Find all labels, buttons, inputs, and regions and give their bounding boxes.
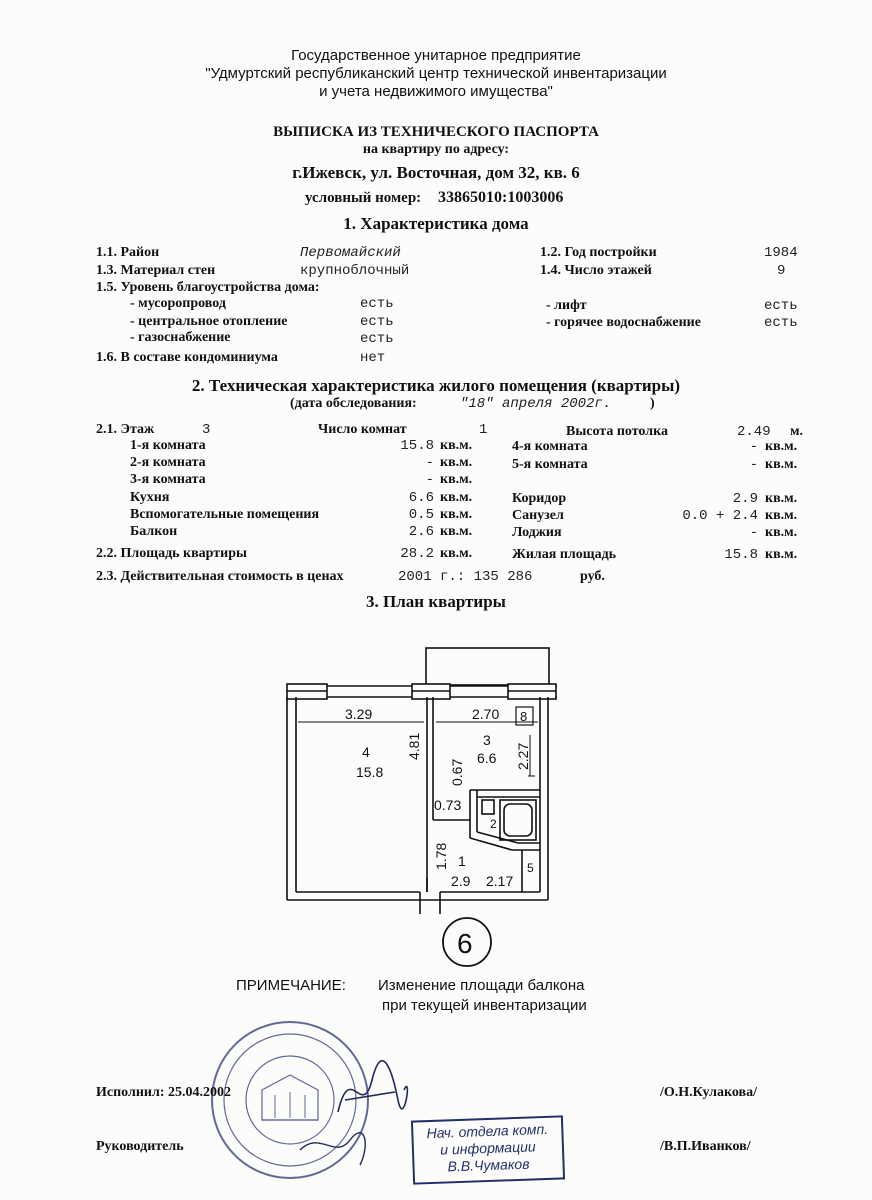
- room2-label: 2-я комната: [130, 455, 206, 470]
- plan-dim-29: 2.9: [451, 873, 471, 889]
- doc-subtitle: на квартиру по адресу:: [362, 142, 510, 157]
- stamp-line-3: В.В.Чумаков: [447, 1155, 530, 1175]
- amenities-label: 1.5. Уровень благоустройства дома:: [96, 280, 320, 295]
- aux-unit: кв.м.: [440, 507, 473, 522]
- room5-label: 5-я комната: [512, 457, 588, 472]
- gas-value: есть: [360, 331, 394, 347]
- cond-number-value: 33865010:1003006: [438, 189, 564, 206]
- lift-value: есть: [764, 298, 798, 314]
- plan-dim-217: 2.17: [486, 873, 514, 889]
- floors-label: 1.4. Число этажей: [540, 263, 652, 278]
- room4-value: -: [749, 439, 758, 455]
- department-stamp: [411, 1115, 565, 1184]
- room2-value: -: [425, 455, 434, 471]
- plan-area-158: 15.8: [356, 764, 384, 780]
- plan-room-4: 4: [362, 744, 370, 760]
- heating-value: есть: [360, 314, 394, 330]
- loggia-label: Лоджия: [512, 525, 562, 540]
- org-line-1: Государственное унитарное предприятие: [291, 47, 581, 64]
- cond-number-label: условный номер:: [305, 190, 422, 206]
- plan-dim-073: 0.73: [434, 797, 462, 813]
- hotwater-value: есть: [764, 315, 798, 331]
- survey-date-close: ): [650, 396, 655, 411]
- stamp-line-2: и информации: [439, 1138, 536, 1158]
- rooms-label: Число комнат: [318, 422, 407, 437]
- area-value: 28.2: [400, 546, 434, 562]
- condo-value: нет: [360, 350, 386, 366]
- plan-area-66: 6.6: [477, 750, 497, 766]
- floors-value: 9: [777, 263, 786, 279]
- district-label: 1.1. Район: [96, 245, 160, 260]
- head-name: /В.П.Иванков/: [660, 1139, 751, 1154]
- corridor-unit: кв.м.: [765, 491, 798, 506]
- doc-title: ВЫПИСКА ИЗ ТЕХНИЧЕСКОГО ПАСПОРТА: [273, 124, 599, 140]
- corridor-label: Коридор: [512, 491, 567, 506]
- kitchen-label: Кухня: [130, 490, 170, 505]
- survey-date-label: (дата обследования:: [290, 396, 417, 411]
- kitchen-value: 6.6: [408, 490, 434, 506]
- plan-dim-270: 2.70: [472, 706, 500, 722]
- year-value: 1984: [764, 245, 798, 261]
- lift-label: - лифт: [546, 298, 587, 313]
- balcony-value: 2.6: [408, 524, 434, 540]
- balcony-label: Балкон: [130, 524, 178, 539]
- garbage-label: - мусоропровод: [130, 296, 226, 311]
- note-line-1: Изменение площади балкона: [378, 977, 585, 994]
- room3-label: 3-я комната: [130, 472, 206, 487]
- plan-dim-329: 3.29: [345, 706, 373, 722]
- org-line-2: "Удмуртский республиканский центр технической инвентаризации: [205, 65, 667, 82]
- plan-room-3: 3: [483, 732, 491, 748]
- section-2-title: 2. Техническая характеристика жилого помещения (квартиры): [191, 376, 681, 395]
- bath-value: 0.0 + 2.4: [682, 508, 758, 524]
- note-label: ПРИМЕЧАНИЕ:: [236, 977, 346, 994]
- plan-room-1: 1: [458, 853, 466, 869]
- balcony-unit: кв.м.: [440, 524, 473, 539]
- room4-label: 4-я комната: [512, 439, 588, 454]
- org-line-3: и учета недвижимого имущества": [319, 83, 553, 100]
- section-3-title: 3. План квартиры: [366, 592, 506, 611]
- year-label: 1.2. Год постройки: [540, 245, 657, 260]
- survey-date-value: "18" апреля 2002г.: [460, 396, 612, 412]
- head-label: Руководитель: [96, 1139, 184, 1154]
- garbage-value: есть: [360, 296, 394, 312]
- plan-dim-481: 4.81: [406, 732, 422, 760]
- ceiling-value: 2.49: [737, 424, 771, 440]
- plan-box-8: 8: [520, 709, 528, 724]
- aux-label: Вспомогательные помещения: [130, 507, 320, 522]
- rooms-value: 1: [479, 422, 488, 438]
- plan-room-5: 5: [527, 861, 534, 875]
- corridor-value: 2.9: [732, 491, 758, 507]
- plan-room-2: 2: [490, 817, 497, 831]
- plan-apartment-number: 6: [457, 928, 473, 959]
- hotwater-label: - горячее водоснабжение: [546, 315, 701, 330]
- plan-dim-227: 2.27: [515, 742, 531, 770]
- room1-label: 1-я комната: [130, 438, 206, 453]
- floor-value: 3: [202, 422, 211, 438]
- walls-value: крупноблочный: [300, 263, 410, 279]
- aux-value: 0.5: [408, 507, 434, 523]
- living-value: 15.8: [724, 547, 758, 563]
- room2-unit: кв.м.: [440, 455, 473, 470]
- stamp-line-1: Нач. отдела комп.: [426, 1120, 549, 1142]
- kitchen-unit: кв.м.: [440, 490, 473, 505]
- address: г.Ижевск, ул. Восточная, дом 32, кв. 6: [292, 163, 580, 182]
- plan-dim-178: 1.78: [433, 842, 449, 870]
- living-unit: кв.м.: [765, 547, 798, 562]
- condo-label: 1.6. В составе кондоминиума: [96, 350, 278, 365]
- room5-unit: кв.м.: [765, 457, 798, 472]
- balcony-outline: [426, 648, 549, 685]
- floor-label: 2.1. Этаж: [96, 422, 155, 437]
- area-label: 2.2. Площадь квартиры: [96, 546, 247, 561]
- loggia-unit: кв.м.: [765, 525, 798, 540]
- room4-unit: кв.м.: [765, 439, 798, 454]
- cost-unit: руб.: [580, 569, 605, 584]
- room3-value: -: [425, 472, 434, 488]
- executor-label: Исполнил: 25.04.2002: [96, 1085, 231, 1100]
- section-1-title: 1. Характеристика дома: [343, 214, 529, 233]
- bath-unit: кв.м.: [765, 508, 798, 523]
- bath-label: Санузел: [512, 508, 564, 523]
- loggia-value: -: [749, 525, 758, 541]
- living-label: Жилая площадь: [512, 547, 617, 562]
- executor-name: /О.Н.Кулакова/: [660, 1085, 757, 1100]
- heating-label: - центральное отопление: [130, 314, 288, 329]
- room1-unit: кв.м.: [440, 438, 473, 453]
- area-unit: кв.м.: [440, 546, 473, 561]
- room1-value: 15.8: [400, 438, 434, 454]
- district-value: Первомайский: [300, 245, 401, 261]
- plan-dim-067: 0.67: [449, 758, 465, 786]
- ceiling-unit: м.: [790, 424, 804, 439]
- cost-label: 2.3. Действительная стоимость в ценах: [96, 569, 344, 584]
- room3-unit: кв.м.: [440, 472, 473, 487]
- cost-value: 2001 г.: 135 286: [398, 569, 533, 585]
- walls-label: 1.3. Материал стен: [96, 263, 216, 278]
- note-line-2: при текущей инвентаризации: [382, 997, 587, 1014]
- ceiling-label: Высота потолка: [566, 424, 668, 439]
- gas-label: - газоснабжение: [130, 330, 231, 345]
- room5-value: -: [749, 457, 758, 473]
